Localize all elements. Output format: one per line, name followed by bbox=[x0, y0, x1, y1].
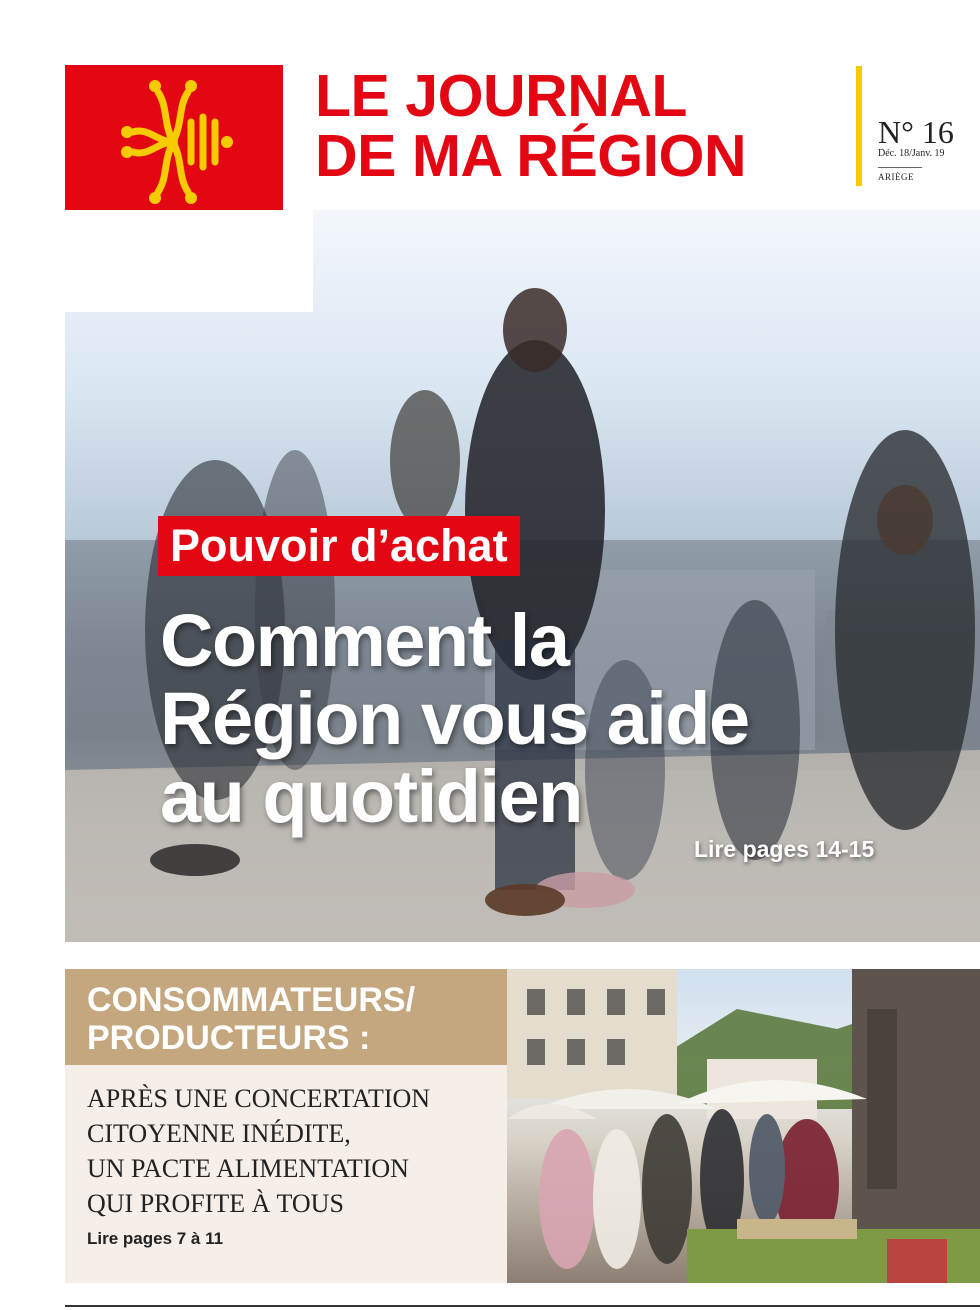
hero-headline-line2: Région vous aide bbox=[160, 677, 749, 760]
hero-read-more: Lire pages 14-15 bbox=[694, 836, 875, 862]
journal-title-line1: LE JOURNAL bbox=[315, 63, 687, 129]
feature-subheading-line1: APRÈS UNE CONCERTATION bbox=[87, 1084, 431, 1113]
accent-bar bbox=[856, 66, 862, 186]
hero-headline-line1: Comment la bbox=[160, 599, 569, 682]
issue-divider bbox=[878, 167, 922, 168]
feature-subheading-line2: CITOYENNE INÉDITE, bbox=[87, 1119, 351, 1148]
issue-department: ARIÈGE bbox=[878, 172, 914, 182]
journal-title-line2: DE MA RÉGION bbox=[315, 123, 747, 189]
hero-kicker: Pouvoir d’achat bbox=[158, 516, 520, 576]
market-photo bbox=[507, 969, 980, 1283]
issue-number: N° 16 bbox=[878, 114, 954, 150]
hero-corner-cutout bbox=[65, 210, 313, 312]
feature-subheading bbox=[87, 1081, 507, 1221]
feature-heading-line2: PRODUCTEURS : bbox=[87, 1019, 371, 1057]
hero-headline-line3: au quotidien bbox=[160, 755, 582, 838]
feature-heading-line1: CONSOMMATEURS/ bbox=[87, 981, 416, 1019]
feature-read-more: Lire pages 7 à 11 bbox=[87, 1229, 224, 1248]
feature-subheading-line4: QUI PROFITE À TOUS bbox=[87, 1189, 344, 1218]
issue-date: Déc. 18/Janv. 19 bbox=[878, 148, 945, 159]
occitan-cross-icon bbox=[103, 77, 243, 207]
feature-body bbox=[65, 1065, 507, 1283]
feature-subheading-line3: UN PACTE ALIMENTATION bbox=[87, 1154, 409, 1183]
footer-divider bbox=[65, 1305, 980, 1307]
journal-title bbox=[315, 63, 855, 189]
feature-heading bbox=[65, 969, 507, 1065]
hero-headline bbox=[160, 599, 920, 838]
market-photo-illustration bbox=[507, 969, 980, 1283]
